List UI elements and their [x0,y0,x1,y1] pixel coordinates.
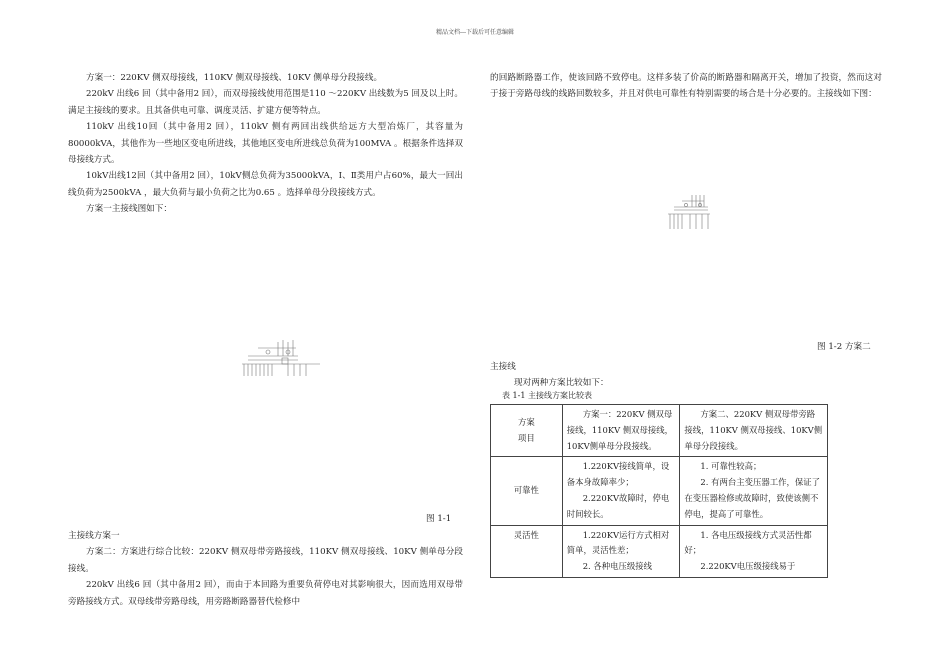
cell-text: 1. 可靠性较高； [700,461,762,472]
comparison-table [490,404,828,578]
figure-caption: 主接线方案一 [68,531,120,541]
cell-text: 2. 各种电压级接线 [582,561,652,572]
paragraph: 10kV出线12回（其中备用2 回），10kV侧总负荷为35000kVA，Ⅰ、Ⅱ类用户占60%，最大一回出线负荷为2500kVA ，最大负荷与最小负荷之比为0.65 。选择单母分段接线方式。 [68,171,463,198]
header-text: 项目 [517,432,535,443]
paragraph: 现对两种方案比较如下： [514,378,609,388]
cell-text: 2.220KV电压级接线易于 [700,561,796,572]
right-column [490,70,882,103]
paragraph: 110kV 出线10回（其中备用2 回），110kV 侧有两回出线供给远方大型冶炼厂，其容量为80000kVA，其他作为一些地区变电所进线，其他地区变电所进线总负荷为100MVA 。根据条件选择双母接线方式。 [68,122,463,166]
main-wiring-diagram-1 [238,338,324,380]
table-row [491,405,828,457]
page-header: 精品文档---下载后可任意编辑 [435,29,515,36]
row-label: 灵活性 [491,525,563,577]
left-column [68,70,463,218]
left-column-lower [68,528,463,610]
table-header-cell [491,405,563,457]
paragraph: 220kV 出线6 回（其中备用2 回），而双母接线使用范围是110 ～220KV 出线数为5 回及以上时。满足主接线的要求。且其备供电可靠、调度灵活、扩建方便等特点。 [68,89,463,116]
table-header-cell: 方案二、220KV 侧双母带旁路接线，110KV 侧双母接线、10KV侧单母分段接线。 [680,405,828,457]
figure-label: 图 1-2 方案二 [817,342,871,352]
paragraph: 的回路断路器工作，使该回路不致停电。这样多装了价高的断路器和隔离开关，增加了投资，然而这对于接于旁路母线的线路回数较多，并且对供电可靠性有特别需要的场合是十分必要的。主接线如下图： [490,73,882,100]
table-row [491,525,828,577]
paragraph: 方案一主接线图如下： [86,204,172,215]
table-cell [680,525,828,577]
table-cell [680,457,828,525]
table-header-cell: 方案一：220KV 侧双母接线，110KV 侧双母接线，10KV侧单母分段接线。 [562,405,680,457]
figure-caption: 主接线 [490,362,516,372]
figure-label: 图 1-1 [426,514,452,524]
cell-text: 2.220KV故障时，停电时间较长。 [566,492,670,519]
cell-text: 2. 有两台主变压器工作，保证了在变压器检修或故障时，致使该侧不停电，提高了可靠性。 [684,477,820,519]
table-title: 表 1-1 主接线方案比较表 [502,391,592,400]
header-text: 方案 [517,416,535,427]
table-cell [562,525,680,577]
table-cell [562,457,680,525]
cell-text: 1.220KV接线简单，设备本身故障率少； [566,461,670,488]
cell-text: 1. 各电压级接线方式灵活性都好； [684,529,812,556]
row-label: 可靠性 [491,457,563,525]
paragraph: 方案二：方案进行综合比较：220KV 侧双母带旁路接线，110KV 侧双母接线、10KV 侧单母分段接线。 [68,547,463,574]
paragraph: 方案一：220KV 侧双母接线，110KV 侧双母接线、10KV 侧单母分段接线。 [86,73,383,83]
table-row [491,457,828,525]
cell-text: 1.220KV运行方式相对简单，灵活性差； [566,529,670,556]
main-wiring-diagram-2 [660,193,716,233]
paragraph: 220kV 出线6 回（其中备用2 回），而由于本回路为重要负荷停电对其影响很大，因而选用双母带旁路接线方式。双母线带旁路母线，用旁路断路器替代检修中 [68,580,463,607]
